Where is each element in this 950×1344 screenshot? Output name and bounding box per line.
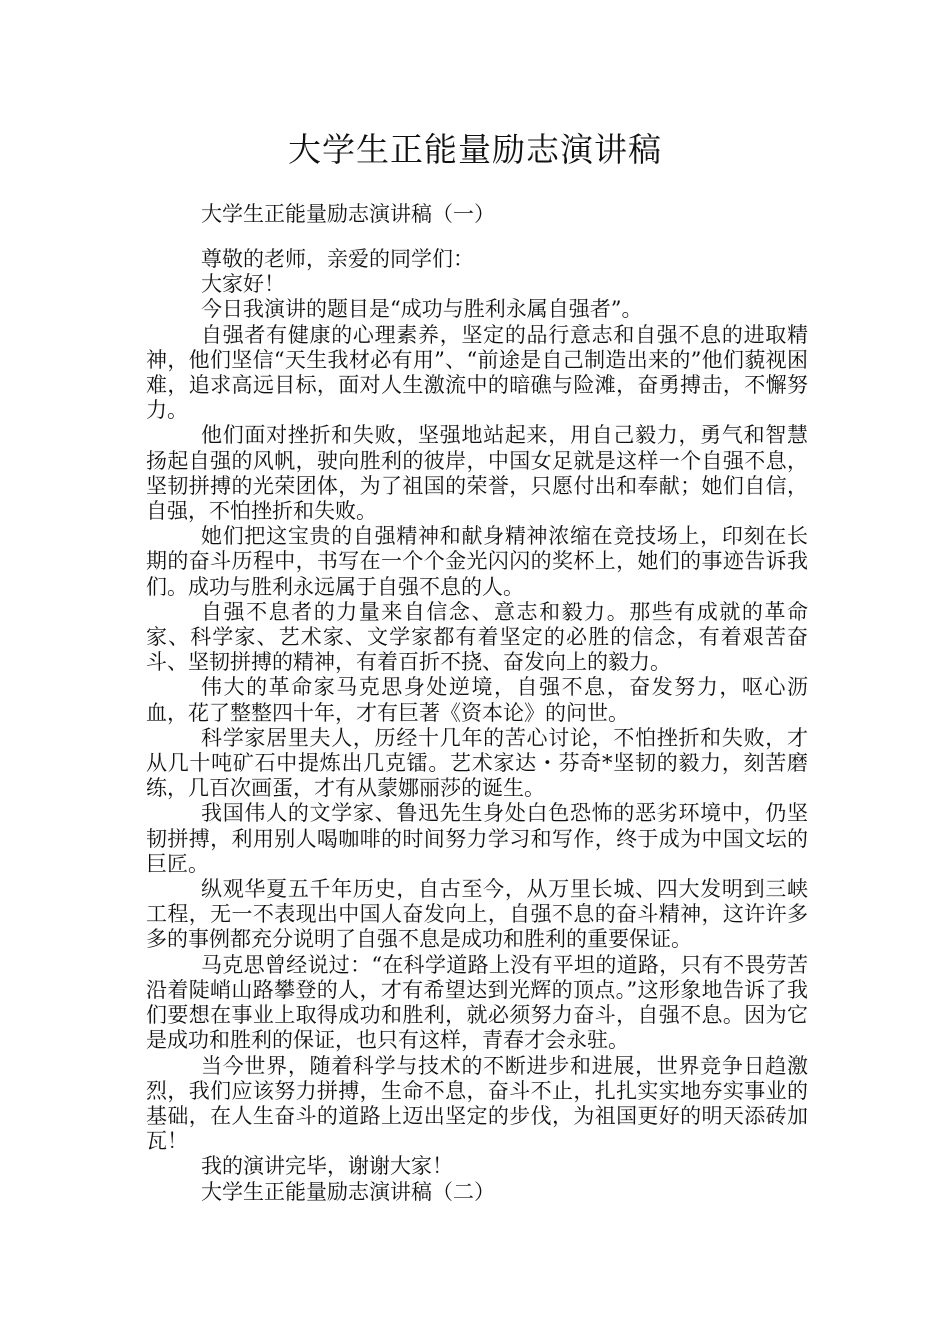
body-paragraph: 当今世界，随着科学与技术的不断进步和进展，世界竞争日趋激烈，我们应该努力拼搏，生命不息，奋斗不止，扎扎实实地夯实事业的基础，在人生奋斗的道路上迈出坚定的步伐，为祖国更好的明天添砖加瓦！	[146, 1053, 808, 1154]
document-body	[146, 247, 808, 1205]
body-paragraph: 纵观华夏五千年历史，自古至今，从万里长城、四大发明到三峡工程，无一不表现出中国人奋发向上，自强不息的奋斗精神，这许许多多的事例都充分说明了自强不息是成功和胜利的重要保证。	[146, 877, 808, 952]
body-paragraph: 科学家居里夫人，历经十几年的苦心讨论，不怕挫折和失败，才从几十吨矿石中提炼出几克镭。艺术家达・芬奇*坚韧的毅力，刻苦磨练，几百次画蛋，才有从蒙娜丽莎的诞生。	[146, 725, 808, 801]
body-paragraph: 马克思曾经说过：“在科学道路上没有平坦的道路，只有不畏劳苦沿着陡峭山路攀登的人，才有希望达到光辉的顶点。”这形象地告诉了我们要想在事业上取得成功和胜利，就必须努力奋斗，自强不息。因为它是成功和胜利的保证，也只有这样，青春才会永驻。	[146, 952, 808, 1053]
body-paragraph: 自强不息者的力量来自信念、意志和毅力。那些有成就的革命家、科学家、艺术家、文学家都有着坚定的必胜的信念，有着艰苦奋斗、坚韧拼搏的精神，有着百折不挠、奋发向上的毅力。	[146, 599, 808, 675]
closing-line: 我的演讲完毕，谢谢大家！	[201, 1154, 453, 1179]
section-heading-part-two: 大学生正能量励志演讲稿（二）	[201, 1179, 495, 1204]
body-paragraph: 她们把这宝贵的自强精神和献身精神浓缩在竞技场上，印刻在长期的奋斗历程中，书写在一个个金光闪闪的奖杯上，她们的事迹告诉我们。成功与胜利永远属于自强不息的人。	[146, 524, 808, 599]
body-paragraph: 他们面对挫折和失败，坚强地站起来，用自己毅力，勇气和智慧扬起自强的风帆，驶向胜利的彼岸，中国女足就是这样一个自强不息，坚韧拼搏的光荣团体，为了祖国的荣誉，只愿付出和奉献；她们自信，自强，不怕挫折和失败。	[146, 423, 808, 524]
speech-topic: 今日我演讲的题目是“成功与胜利永属自强者”。	[201, 297, 643, 322]
salutation: 尊敬的老师，亲爱的同学们：	[201, 247, 474, 271]
body-paragraph: 伟大的革命家马克思身处逆境，自强不息，奋发努力，呕心沥血，花了整整四十年，才有巨著《资本论》的问世。	[146, 675, 808, 725]
greeting: 大家好！	[201, 272, 285, 297]
document-title: 大学生正能量励志演讲稿	[288, 130, 662, 169]
body-paragraph: 我国伟人的文学家、鲁迅先生身处白色恐怖的恶劣环境中，仍坚韧拼搏，利用别人喝咖啡的时间努力学习和写作，终于成为中国文坛的巨匠。	[146, 801, 808, 876]
section-heading-part-one: 大学生正能量励志演讲稿（一）	[201, 202, 495, 226]
body-paragraph: 自强者有健康的心理素养，坚定的品行意志和自强不息的进取精神，他们坚信“天生我材必有用”、“前途是自己制造出来的”他们藐视困难，追求高远目标，面对人生激流中的暗礁与险滩，奋勇搏击，不懈努力。	[146, 322, 808, 423]
